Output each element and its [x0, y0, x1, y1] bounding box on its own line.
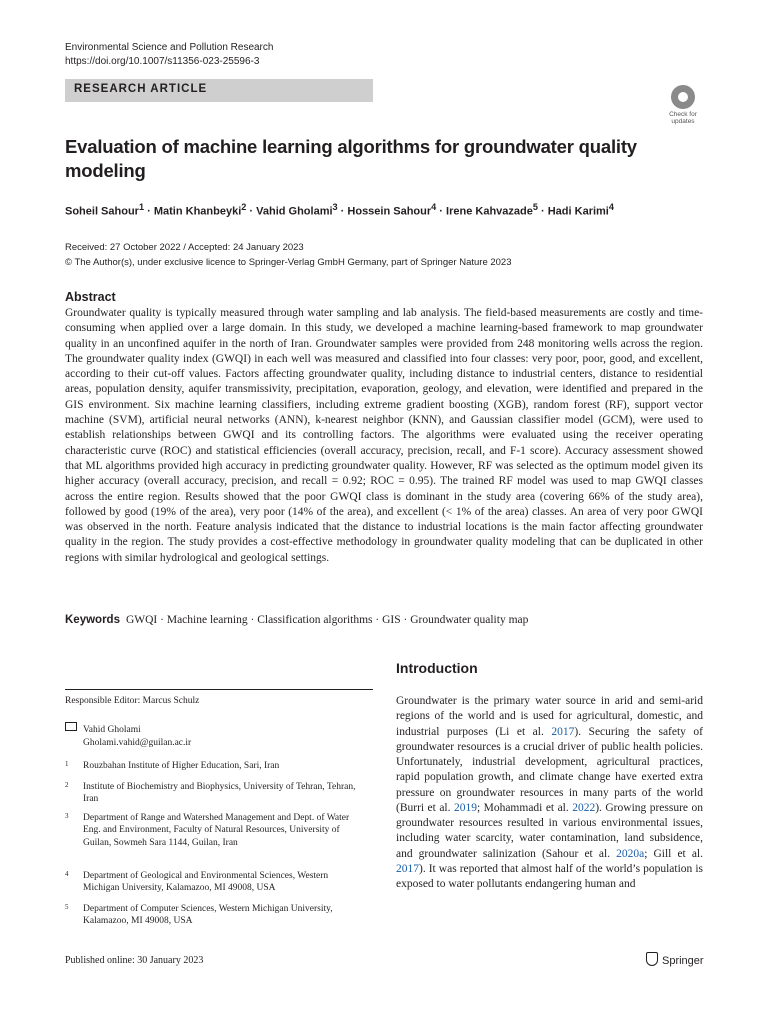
intro-text-run: ; Gill et al.	[644, 847, 703, 860]
affiliation-text: Department of Range and Watershed Management and Dept. of Water Eng. and Environment, Faculty of Natural Resources, University of Guilan, Sowmeh Sara 1144, Guilan, Iran	[83, 813, 350, 848]
affiliation-1	[65, 760, 365, 772]
intro-text-run: ). It was reported that almost half of the world’s population is exposed to water pollutants endangering human and	[396, 862, 703, 890]
author[interactable]: Hadi Karimi	[547, 205, 609, 218]
author-affiliation-ref: 2	[241, 202, 247, 212]
contact-email[interactable]: Gholami.vahid@guilan.ac.ir	[83, 738, 192, 748]
doi-link[interactable]: https://doi.org/10.1007/s11356-023-25596-3	[65, 56, 260, 67]
check-for-updates-badge[interactable]	[664, 85, 702, 123]
affiliation-text: Rouzbahan Institute of Higher Education, Sari, Iran	[83, 761, 280, 771]
publisher-name: Springer	[662, 955, 704, 967]
abstract-heading: Abstract	[65, 290, 116, 304]
badge-line-2: updates	[671, 118, 695, 125]
article-dates	[65, 240, 512, 270]
article-type: RESEARCH ARTICLE	[74, 83, 208, 95]
journal-name: Environmental Science and Pollution Research	[65, 42, 274, 53]
author-separator: ·	[246, 205, 257, 218]
published-online: Published online: 30 January 2023	[65, 955, 204, 966]
affiliation-number: 3	[65, 812, 69, 820]
author[interactable]: Matin Khanbeyki	[153, 205, 242, 218]
citation-link[interactable]: 2019	[453, 801, 477, 814]
affiliation-number: 2	[65, 781, 69, 789]
author-separator: ·	[436, 205, 447, 218]
journal-header	[65, 41, 273, 69]
author[interactable]: Irene Kahvazade	[446, 205, 533, 218]
springer-horse-icon	[646, 952, 658, 966]
citation-link[interactable]: 2017	[396, 862, 419, 875]
author-affiliation-ref: 5	[532, 202, 538, 212]
author[interactable]: Hossein Sahour	[347, 205, 432, 218]
badge-text	[664, 111, 702, 125]
intro-text-run: ; Mohammadi et al.	[476, 801, 573, 814]
received-accepted: Received: 27 October 2022 / Accepted: 24 January 2023	[65, 242, 304, 253]
author[interactable]: Vahid Gholami	[256, 205, 333, 218]
citation-link[interactable]: 2020a	[616, 847, 645, 860]
affiliation-5	[65, 903, 365, 928]
author-affiliation-ref: 3	[332, 202, 338, 212]
check-for-updates-icon	[671, 85, 695, 109]
envelope-icon	[65, 722, 77, 731]
author-separator: ·	[337, 205, 348, 218]
abstract-text: Groundwater quality is typically measured through water sampling and lab analysis. The field-based measurements are costly and time-consuming when applied over a large domain. In this study, we developed a machine learning-based framework to map groundwater quality in an unconfined aquifer in the north of Iran. Groundwater samples were provided from 248 monitoring wells across the region. The groundwater quality index (GWQI) in each well was measured and classified into four classes: very poor, poor, good, and excellent, according to their cut-off values. Factors affecting groundwater quality, including distance to industrial centers, distance to residential areas, population density, aquifer transmissivity, precipitation, evaporation, geology, and elevation, were identified and prepared in the GIS environment. Six machine learning classifiers, including extreme gradient boosting (XGB), random forest (RF), support vector machine (SVM), artificial neural networks (ANN), k-nearest neighbor (KNN), and Gaussian classifier model (GCM), were used to establish relationships between GWQI and its controlling factors. The algorithms were evaluated using the receiver operating characteristic curve (ROC) and statistical efficiencies (overall accuracy, precision, recall, and F-1 score). Accuracy assessment showed that ML algorithms provided high accuracy in predicting groundwater quality. However, RF was selected as the optimum model given its higher accuracy (overall accuracy, precision, and recall = 0.92; ROC = 0.95). The trained RF model was used to map GWQI classes across the entire region. Results showed that the poor GWQI class is dominant in the study area (covering 66% of the study area), followed by good (19% of the area), very poor (14% of the area), and excellent (< 1% of the area) classes. An area of very poor GWQI was observed in the north. Feature analysis indicated that the distance to industrial locations is the main factor affecting groundwater quality in the region. The study provides a cost-effective methodology in groundwater quality modeling that can be duplicated in other regions with similar hydrological and geological settings.	[65, 307, 703, 564]
affiliation-3	[65, 812, 365, 849]
article-title: Evaluation of machine learning algorithms for groundwater quality modeling	[65, 136, 637, 181]
contact-name: Vahid Gholami	[83, 725, 141, 735]
citation-link[interactable]: 2022	[572, 801, 596, 814]
copyright-line: © The Author(s), under exclusive licence to Springer-Verlag GmbH Germany, part of Springer Nature 2023	[65, 257, 512, 268]
author-affiliation-ref: 1	[138, 202, 145, 212]
author-affiliation-ref: 4	[431, 202, 437, 212]
affiliation-text: Institute of Biochemistry and Biophysics, University of Tehran, Tehran, Iran	[83, 782, 356, 805]
author-affiliation-ref: 4	[608, 202, 614, 212]
affiliation-number: 4	[65, 870, 69, 878]
affiliation-2	[65, 781, 365, 806]
affiliation-4	[65, 870, 365, 895]
affiliation-text: Department of Geological and Environmental Sciences, Western Michigan University, Kalamazoo, MI 49008, USA	[83, 871, 329, 894]
author-separator: ·	[537, 205, 548, 218]
affiliation-text: Department of Computer Sciences, Western Michigan University, Kalamazoo, MI 49008, USA	[83, 904, 333, 927]
citation-link[interactable]: 2017	[551, 725, 575, 738]
keywords-text: GWQI · Machine learning · Classification algorithms · GIS · Groundwater quality map	[125, 614, 529, 626]
intro-text-run: ). Securing the safety of groundwater resources is a crucial driver of public health policies. Unfortunately, industrial development, agricultural practices, rapid population growth, and climate change have exerted extra pressure on groundwater resources in many parts of the world (Burri et al.	[396, 725, 704, 814]
keywords-label: Keywords	[65, 614, 120, 626]
author[interactable]: Soheil Sahour	[65, 205, 139, 218]
intro-text-run: ). Growing pressure on groundwater resources resulted in various environmental issues, including water scarcity, water contamination, land subsidence, and groundwater salinization (Sahour et al.	[396, 801, 703, 860]
author-list	[65, 202, 614, 218]
article-type-banner	[65, 79, 373, 102]
responsible-editor: Responsible Editor: Marcus Schulz	[65, 696, 200, 706]
keywords	[65, 614, 528, 626]
introduction-heading: Introduction	[396, 660, 478, 676]
corresponding-author	[65, 722, 191, 750]
introduction-text	[396, 694, 703, 892]
publisher-logo	[646, 952, 704, 967]
author-separator: ·	[144, 205, 154, 218]
affiliation-number: 1	[65, 760, 69, 768]
badge-line-1: Check for	[669, 111, 697, 118]
footnote-divider	[65, 689, 373, 690]
intro-text-run: Groundwater is the primary water source in arid and semi-arid regions of the world and is used for agricultural, domestic, and industrial purposes (Li et al.	[396, 695, 703, 738]
affiliation-number: 5	[65, 903, 69, 911]
